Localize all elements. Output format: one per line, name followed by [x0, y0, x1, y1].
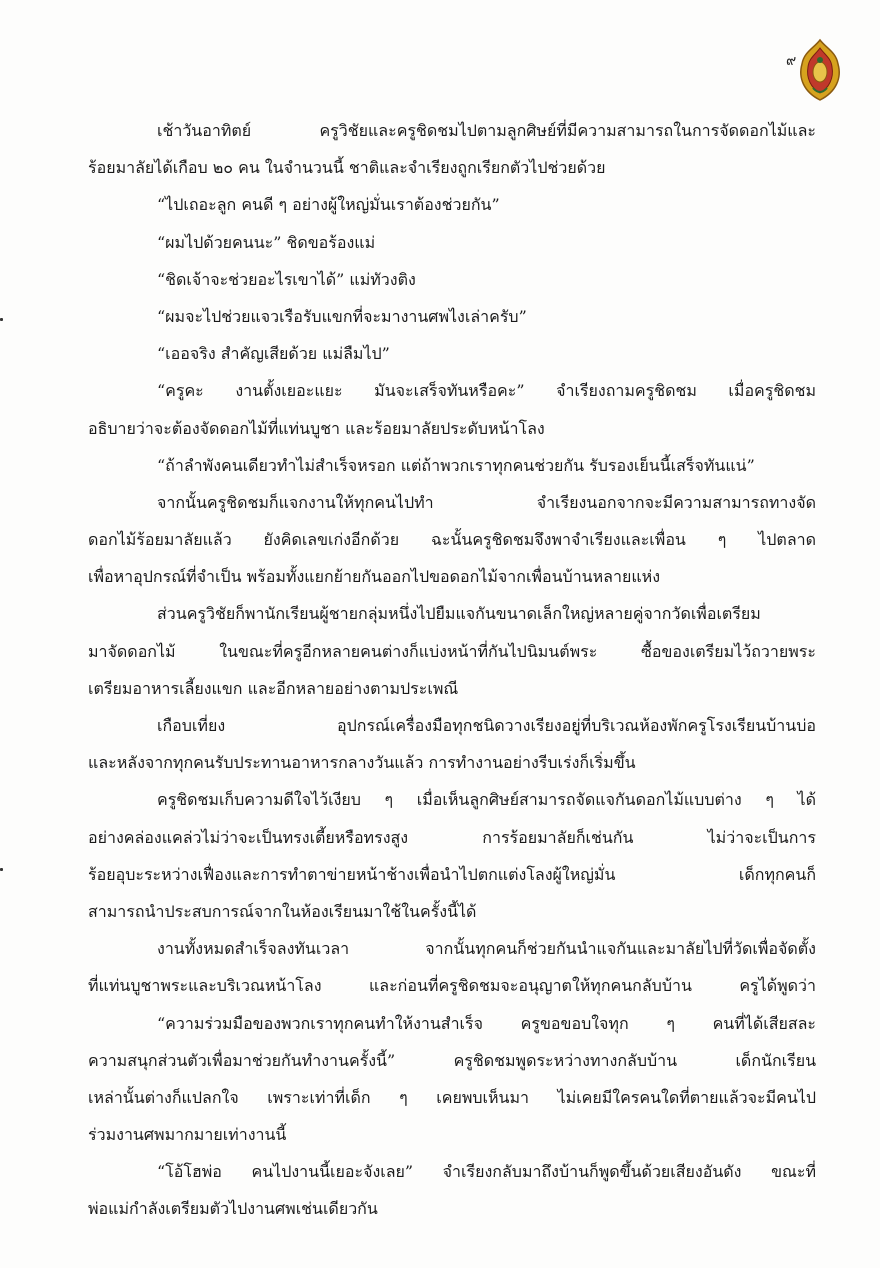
- text-line: “ผมไปด้วยคนนะ” ชิดขอร้องแม่: [157, 232, 376, 252]
- text-line: เพื่อหาอุปกรณ์ที่จำเป็น พร้อมทั้งแยกย้ายกันออกไปขอดอกไม้จากเพื่อนบ้านหลายแห่ง: [88, 567, 660, 587]
- text-line: มาจัดดอกไม้ ในขณะที่ครูอีกหลายคนต่างก็แบ่งหน้าที่กันไปนิมนต์พระ ซื้อของเตรียมไว้ถวายพระ: [88, 641, 816, 661]
- text-line: ร้อยมาลัยได้เกือบ ๒๐ คน ในจำนวนนี้ ชาติและจำเรียงถูกเรียกตัวไปช่วยด้วย: [88, 158, 606, 178]
- text-line: “ครูคะ งานตั้งเยอะแยะ มันจะเสร็จทันหรือคะ” จำเรียงถามครูชิดชม เมื่อครูชิดชม: [157, 381, 816, 401]
- text-line: “ชิดเจ้าจะช่วยอะไรเขาได้” แม่ทัวงติง: [157, 269, 416, 289]
- text-line: “ไปเถอะลูก คนดี ๆ อย่างผู้ใหญ่มั่นเราต้องช่วยกัน”: [157, 195, 500, 215]
- text-line: และหลังจากทุกคนรับประทานอาหารกลางวันแล้ว การทำงานอย่างรีบเร่งก็เริ่มขึ้น: [88, 753, 636, 773]
- text-line: เช้าวันอาทิตย์ ครูวิชัยและครูชิดชมไปตามลูกศิษย์ที่มีความสามารถในการจัดดอกไม้และ: [157, 121, 816, 140]
- page-number: ๙: [786, 53, 797, 69]
- text-line: ที่แท่นบูชาพระและบริเวณหน้าโลง และก่อนที่ครูชิดชมจะอนุญาตให้ทุกคนกลับบ้าน ครูได้พูดว่า: [88, 976, 816, 996]
- text-line: งานทั้งหมดสำเร็จลงทันเวลา จากนั้นทุกคนก็ช่วยกันนำแจกันและมาลัยไปที่วัดเพื่อจัดตั้ง: [157, 939, 816, 959]
- text-line: ครูชิดชมเก็บความดีใจไว้เงียบ ๆ เมื่อเห็นลูกศิษย์สามารถจัดแจกันดอกไม้แบบต่าง ๆ ได้: [157, 790, 816, 810]
- text-line: ร้อยอุบะระหว่างเฟื่องและการทำตาข่ายหน้าช้างเพื่อนำไปตกแต่งโลงผู้ใหญ่มั่น เด็กทุกคนก็: [88, 864, 816, 884]
- text-line: จากนั้นครูชิดชมก็แจกงานให้ทุกคนไปทำ จำเรียงนอกจากจะมีความสามารถทางจัด: [157, 492, 816, 512]
- text-line: เตรียมอาหารเลี้ยงแขก และอีกหลายอย่างตามประเพณี: [88, 678, 459, 698]
- text-line: เหล่านั้นต่างก็แปลกใจ เพราะเท่าที่เด็ก ๆ เคยพบเห็นมา ไม่เคยมีใครคนใดที่ตายแล้วจะมีคนไป: [88, 1087, 816, 1107]
- text-line: “โอ้โฮพ่อ คนไปงานนี้เยอะจังเลย” จำเรียงกลับมาถึงบ้านก็พูดขึ้นด้วยเสียงอันดัง ขณะที่: [157, 1162, 816, 1182]
- text-line: ร่วมงานศพมากมายเท่างานนี้: [88, 1125, 287, 1145]
- text-line: “ผมจะไปช่วยแจวเรือรับแขกที่จะมางานศพไงเล่าครับ”: [157, 306, 527, 326]
- text-line: “ถ้าลำพังคนเดียวทำไม่สำเร็จหรอก แต่ถ้าพวกเราทุกคนช่วยกัน รับรองเย็นนี้เสร็จทันแน่”: [157, 455, 755, 475]
- text-line: อย่างคล่องแคล่วไม่ว่าจะเป็นทรงเตี้ยหรือทรงสูง การร้อยมาลัยก็เช่นกัน ไม่ว่าจะเป็นการ: [88, 827, 816, 847]
- scan-mark: [0, 318, 3, 321]
- scan-mark: [0, 868, 3, 871]
- school-emblem-icon: [796, 38, 844, 102]
- text-line: “ความร่วมมือของพวกเราทุกคนทำให้งานสำเร็จ ครูขอขอบใจทุก ๆ คนที่ได้เสียสละ: [157, 1013, 816, 1033]
- text-line: ดอกไม้ร้อยมาลัยแล้ว ยังคิดเลขเก่งอีกด้วย ฉะนั้นครูชิดชมจึงพาจำเรียงและเพื่อน ๆ ไปตลาด: [88, 530, 816, 550]
- text-line: สามารถนำประสบการณ์จากในห้องเรียนมาใช้ในครั้งนี้ได้: [88, 901, 477, 921]
- text-line: “เออจริง สำคัญเสียด้วย แม่ลืมไป”: [157, 344, 390, 364]
- text-line: ส่วนครูวิชัยก็พานักเรียนผู้ชายกลุ่มหนึ่งไปยืมแจกันขนาดเล็กใหญ่หลายคู่จากวัดเพื่อเตรียม: [157, 604, 761, 624]
- text-line: พ่อแม่กำลังเตรียมตัวไปงานศพเช่นเดียวกัน: [88, 1199, 378, 1219]
- text-line: เกือบเที่ยง อุปกรณ์เครื่องมือทุกชนิดวางเรียงอยู่ที่บริเวณห้องพักครูโรงเรียนบ้านบ่อ: [157, 716, 816, 735]
- text-line: อธิบายว่าจะต้องจัดดอกไม้ที่แท่นบูชา และร้อยมาลัยประดับหน้าโลง: [88, 418, 545, 438]
- body-text: [88, 112, 816, 1228]
- text-line: ความสนุกส่วนตัวเพื่อมาช่วยกันทำงานครั้งนี้” ครูชิดชมพูดระหว่างทางกลับบ้าน เด็กนักเรียน: [88, 1050, 816, 1070]
